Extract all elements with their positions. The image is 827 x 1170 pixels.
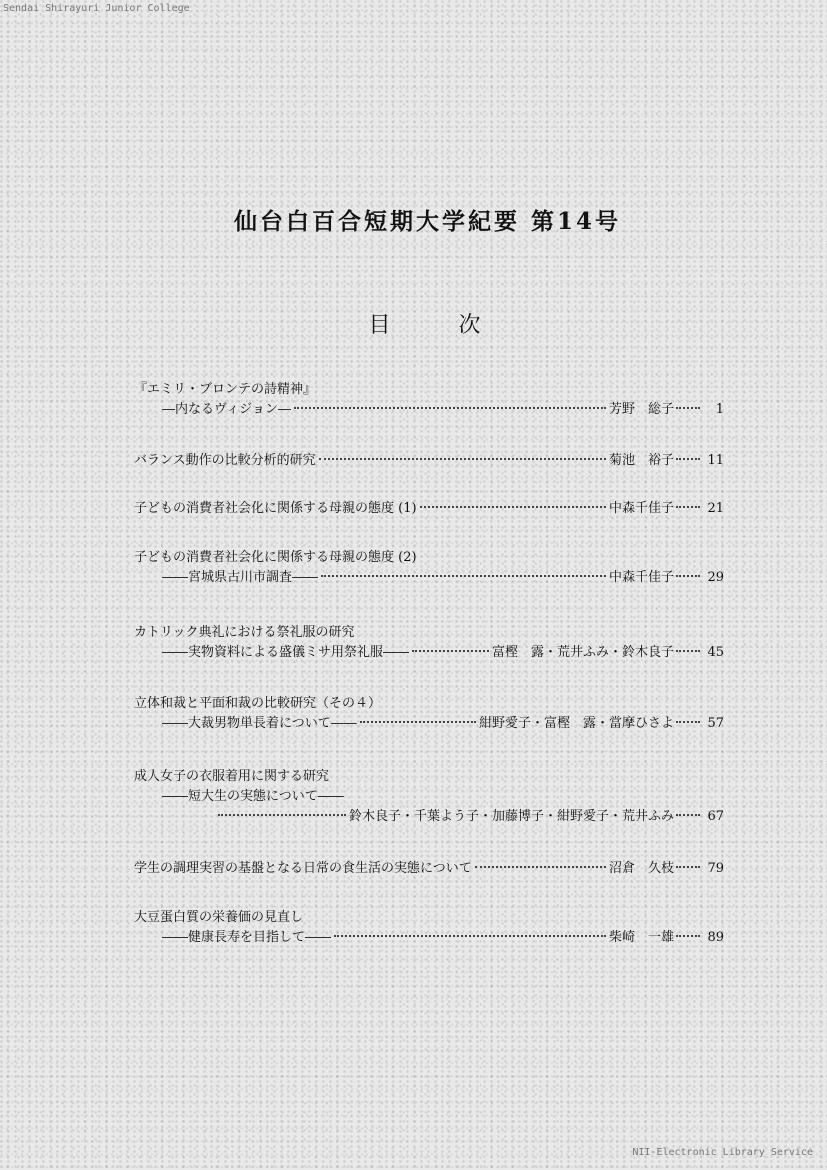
toc-entry[interactable] xyxy=(134,451,724,471)
entry-page: 11 xyxy=(707,453,724,468)
leader-dots xyxy=(676,458,700,460)
entry-page: 1 xyxy=(715,402,724,417)
leader-dots xyxy=(676,935,700,937)
leader-dots xyxy=(218,814,346,816)
leader-dots xyxy=(475,866,606,868)
header-watermark: Sendai Shirayuri Junior College xyxy=(3,3,190,14)
entry-title: 学生の調理実習の基盤となる日常の食生活の実態について xyxy=(134,861,472,876)
leader-dots xyxy=(676,650,700,652)
toc-entry[interactable] xyxy=(134,859,724,879)
footer-watermark: NII-Electronic Library Service xyxy=(632,1147,813,1158)
entry-subtitle: ――短大生の実態について―― xyxy=(162,789,344,804)
entry-page: 29 xyxy=(707,570,724,585)
entry-page: 79 xyxy=(707,861,724,876)
leader-dots xyxy=(319,458,606,460)
entry-author: 中森千佳子 xyxy=(608,570,674,585)
entry-page: 67 xyxy=(707,809,724,824)
entry-title: 子どもの消費者社会化に関係する母親の態度 (2) xyxy=(134,550,417,565)
entry-page: 21 xyxy=(707,501,724,516)
toc-entry[interactable] xyxy=(134,548,724,588)
entry-author: 沼倉 久枝 xyxy=(608,861,674,876)
entry-subtitle: ――実物資料による盛儀ミサ用祭礼服―― xyxy=(162,645,410,660)
journal-title: 仙台白百合短期大学紀要 第14号 xyxy=(233,208,621,235)
entry-page: 89 xyxy=(707,930,724,945)
entry-subtitle: ――大裁男物単長着について―― xyxy=(162,716,357,731)
entry-title: 成人女子の衣服着用に関する研究 xyxy=(134,769,330,784)
entry-title: 立体和裁と平面和裁の比較研究（その４） xyxy=(134,696,382,711)
entry-author: 柴崎 一雄 xyxy=(608,930,674,945)
entry-subtitle: ――健康長寿を目指して―― xyxy=(162,930,332,945)
leader-dots xyxy=(334,935,606,937)
leader-dots xyxy=(676,866,700,868)
leader-dots xyxy=(420,506,606,508)
leader-dots xyxy=(412,650,489,652)
leader-dots xyxy=(676,721,700,723)
toc-entry[interactable] xyxy=(134,694,724,734)
leader-dots xyxy=(321,575,606,577)
entry-title: カトリック典礼における祭礼服の研究 xyxy=(134,625,355,640)
leader-dots xyxy=(360,721,476,723)
entry-author: 芳野 総子 xyxy=(608,402,674,417)
entry-title: 大豆蛋白質の栄養価の見直し xyxy=(134,910,304,925)
toc-entry[interactable] xyxy=(134,380,724,420)
entry-subtitle: ――宮城県古川市調査―― xyxy=(162,570,319,585)
toc-entry[interactable] xyxy=(134,623,724,663)
toc-entry[interactable] xyxy=(134,767,724,827)
entry-title: 子どもの消費者社会化に関係する母親の態度 (1) xyxy=(134,501,417,516)
entry-page: 57 xyxy=(707,716,724,731)
leader-dots xyxy=(676,814,700,816)
entry-title: 『エミリ・ブロンテの詩精神』 xyxy=(134,382,317,397)
toc-heading: 目次 xyxy=(368,313,549,338)
entry-title: バランス動作の比較分析的研究 xyxy=(134,453,316,468)
entry-author: 鈴木良子・千葉よう子・加藤博子・紺野愛子・荒井ふみ xyxy=(348,809,674,824)
entry-author: 菊池 裕子 xyxy=(608,453,674,468)
leader-dots xyxy=(676,575,700,577)
leader-dots xyxy=(676,407,700,409)
entry-author: 紺野愛子・富樫 露・當摩ひさよ xyxy=(478,716,674,731)
leader-dots xyxy=(676,506,700,508)
toc-entry[interactable] xyxy=(134,908,724,948)
entry-author: 中森千佳子 xyxy=(608,501,674,516)
entry-author: 富樫 露・荒井ふみ・鈴木良子 xyxy=(491,645,674,660)
entry-page: 45 xyxy=(707,645,724,660)
entry-subtitle: ―内なるヴィジョン― xyxy=(162,402,291,417)
toc-entry[interactable] xyxy=(134,499,724,519)
leader-dots xyxy=(294,407,606,409)
